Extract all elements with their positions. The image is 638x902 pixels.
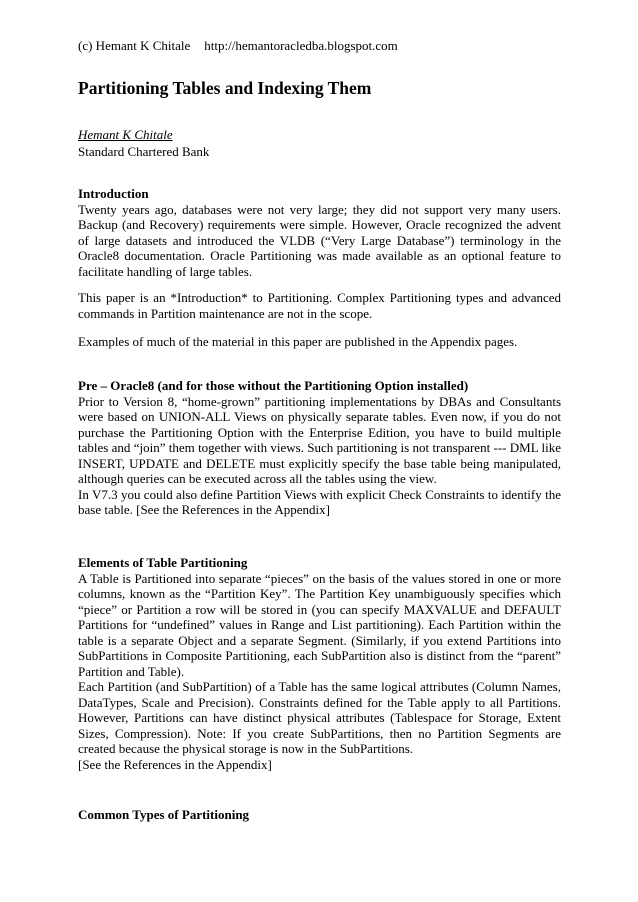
elements-paragraph-3: [See the References in the Appendix] bbox=[78, 756, 272, 772]
introduction-paragraph-3: Examples of much of the material in this paper are published in the Appendix pages. bbox=[78, 334, 518, 349]
elements-paragraph-1: A Table is Partitioned into separate “pieces” on the basis of the values stored in one or more columns, known as the “Partition Key”. The Partition Key unambiguously specifies which “piece” or Partition a row will be stored in (you can specify MAXVALUE and DEFAULT Partitions for “undefined” values in Range and List partitioning). Each Partition within the table is a separate Object and a separate Segment. (Similarly, if you extend Partitions into SubPartitions in Composite Partitioning, each SubPartition also is distinct from the “parent” Partition and Table). bbox=[78, 570, 561, 679]
page-header bbox=[78, 38, 398, 54]
pre-oracle8-paragraph-2: In V7.3 you could also define Partition Views with explicit Check Constraints to identify the base table. [See the References in the Appendix] bbox=[78, 486, 561, 517]
pre-oracle8-section bbox=[78, 378, 561, 518]
pre-oracle8-heading: Pre – Oracle8 (and for those without the Partitioning Option installed) bbox=[78, 378, 469, 393]
author-name: Hemant K Chitale bbox=[78, 127, 173, 142]
elements-paragraph-2: Each Partition (and SubPartition) of a Table has the same logical attributes (Column Names, DataTypes, Scale and Precision). Constraints defined for the Table apply to all Partitions. However, Partitions can have distinct physical attributes (Tablespace for Storage, Extent Sizes, Compression). Note: If you create SubPartitions, then no Partition Segments are created because the physical storage is now in the SubPartitions. bbox=[78, 679, 561, 756]
common-types-section bbox=[78, 807, 561, 823]
elements-section bbox=[78, 555, 561, 772]
common-types-heading: Common Types of Partitioning bbox=[78, 807, 250, 822]
author-block bbox=[78, 126, 209, 160]
header-url: http://hemantoracledba.blogspot.com bbox=[204, 38, 398, 53]
header-copyright: (c) Hemant K Chitale bbox=[78, 38, 191, 53]
introduction-heading: Introduction bbox=[78, 186, 149, 201]
document-title: Partitioning Tables and Indexing Them bbox=[78, 78, 372, 98]
introduction-paragraph-1: Twenty years ago, databases were not very large; they did not support very many users. Backup (and Recovery) requirements were simple. However, Oracle recognized the advent of large datasets and introduced the VLDB (“Very Large Database”) terminology in the Oracle8 documentation. Oracle Partitioning was made available as an optional feature to facilitate handling of large tables. bbox=[78, 201, 561, 279]
introduction-scope bbox=[78, 290, 561, 321]
elements-heading: Elements of Table Partitioning bbox=[78, 555, 248, 570]
introduction-section bbox=[78, 186, 561, 279]
introduction-paragraph-2: This paper is an *Introduction* to Partitioning. Complex Partitioning types and advanced commands in Partition maintenance are not in the scope. bbox=[78, 290, 561, 321]
pre-oracle8-paragraph-1: Prior to Version 8, “home-grown” partitioning implementations by DBAs and Consultants were based on UNION-ALL Views on physically separate tables. Even now, if you do not purchase the Partitioning Option with the Enterprise Edition, you have to build multiple tables and “join” them together with views. Such partitioning is not transparent --- DML like INSERT, UPDATE and DELETE must explicitly specify the base table being manipulated, although queries can be executed across all the tables using the view. bbox=[78, 393, 561, 486]
introduction-examples bbox=[78, 334, 561, 350]
author-organization: Standard Chartered Bank bbox=[78, 144, 210, 159]
